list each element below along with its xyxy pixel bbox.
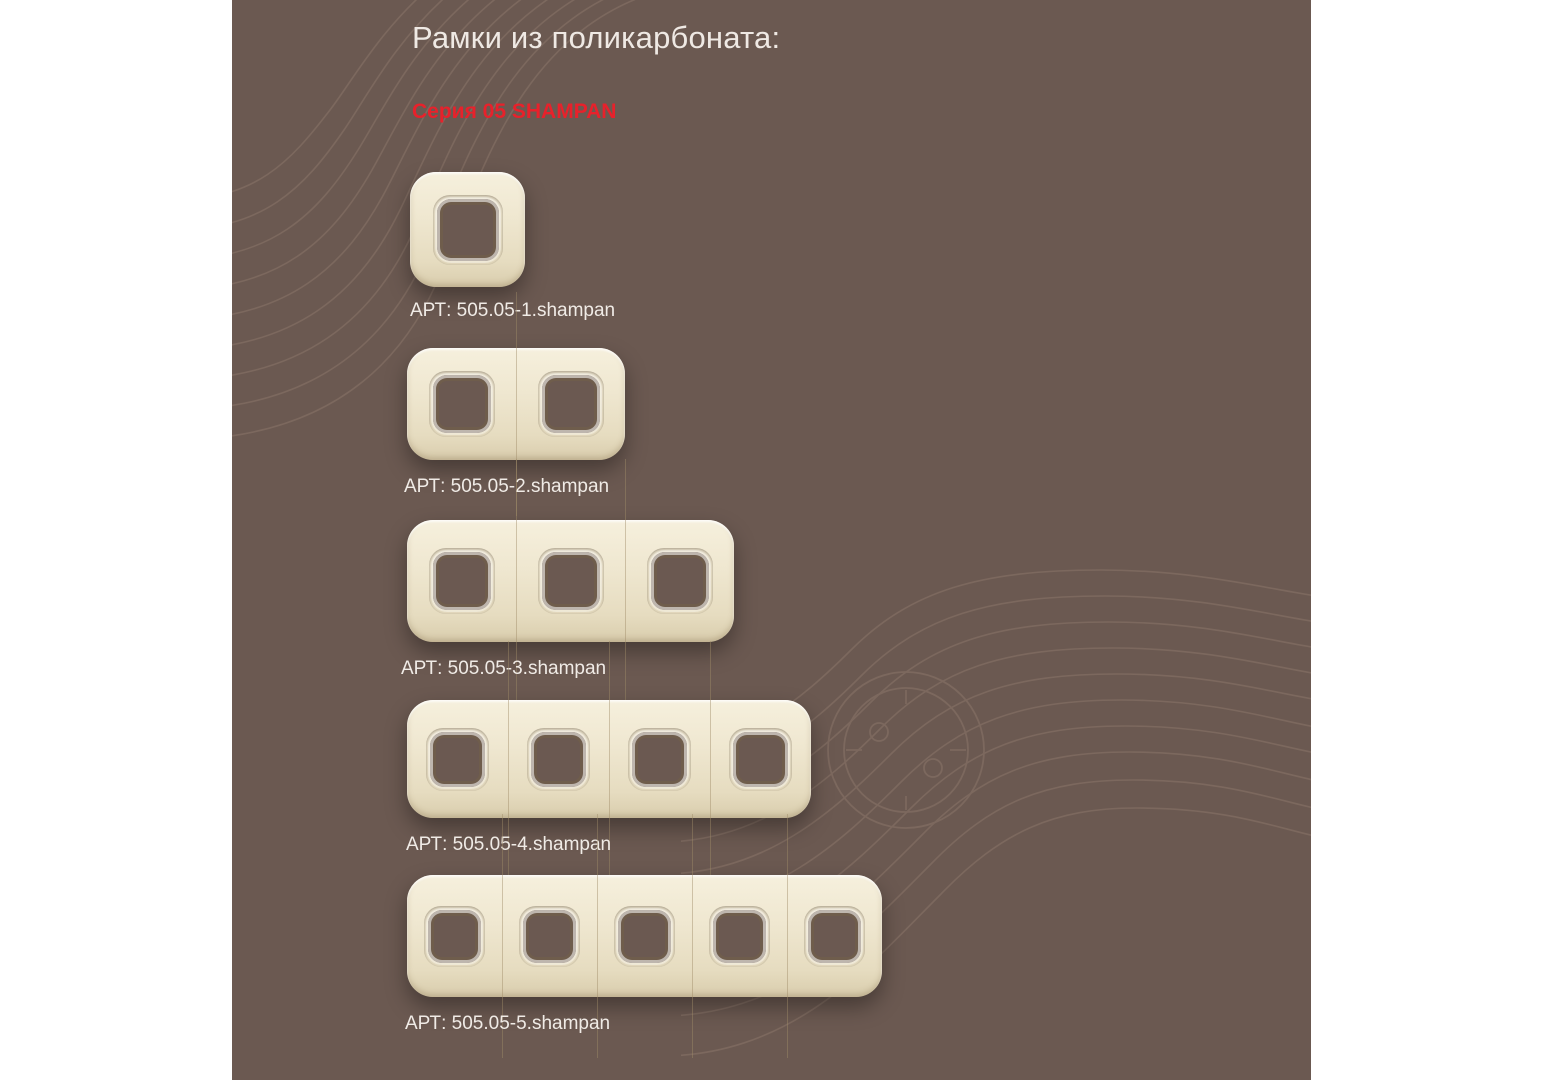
frame-aperture — [433, 375, 491, 433]
frame-module-slot — [407, 348, 516, 460]
product-item-3[interactable] — [401, 520, 927, 700]
product-item-5[interactable] — [407, 875, 1107, 1055]
product-item-4[interactable] — [407, 700, 1047, 880]
frame-aperture — [542, 375, 600, 433]
frame-module-slot — [710, 700, 811, 818]
frame-aperture — [428, 910, 481, 963]
frame-aperture — [618, 910, 671, 963]
frame-5-post[interactable] — [407, 875, 882, 997]
frame-module-slot — [787, 875, 882, 997]
product-caption: АРТ: 505.05-1.shampan — [410, 300, 616, 321]
product-panel — [232, 0, 1311, 1080]
frame-aperture — [437, 199, 499, 261]
frame-aperture — [713, 910, 766, 963]
frame-aperture — [531, 732, 586, 787]
frame-1-post[interactable] — [410, 172, 525, 287]
frame-module-slot — [410, 172, 525, 287]
product-caption: АРТ: 505.05-2.shampan — [404, 476, 610, 497]
frame-aperture — [808, 910, 861, 963]
frame-module-slot — [516, 348, 625, 460]
frame-module-slot — [516, 520, 625, 642]
frame-aperture — [430, 732, 485, 787]
frame-aperture — [542, 552, 600, 610]
frame-4-post[interactable] — [407, 700, 811, 818]
product-caption: АРТ: 505.05-4.shampan — [406, 834, 612, 855]
frame-aperture — [433, 552, 491, 610]
product-item-2[interactable] — [404, 348, 877, 523]
frame-module-slot — [407, 875, 502, 997]
frame-module-slot — [692, 875, 787, 997]
frame-aperture — [632, 732, 687, 787]
frame-module-slot — [625, 520, 734, 642]
frame-module-slot — [407, 700, 508, 818]
frame-module-slot — [597, 875, 692, 997]
frame-aperture — [523, 910, 576, 963]
page-title: Рамки из поликарбоната: — [412, 20, 781, 55]
product-item-1[interactable] — [410, 172, 830, 342]
frame-module-slot — [609, 700, 710, 818]
product-caption: АРТ: 505.05-3.shampan — [401, 658, 607, 679]
series-subtitle: Серия 05 SHAMPAN — [412, 100, 617, 123]
frame-module-slot — [508, 700, 609, 818]
frame-aperture — [733, 732, 788, 787]
frame-module-slot — [407, 520, 516, 642]
frame-aperture — [651, 552, 709, 610]
product-caption: АРТ: 505.05-5.shampan — [405, 1013, 611, 1034]
frame-2-post[interactable] — [407, 348, 625, 460]
frame-module-slot — [502, 875, 597, 997]
frame-3-post[interactable] — [407, 520, 734, 642]
